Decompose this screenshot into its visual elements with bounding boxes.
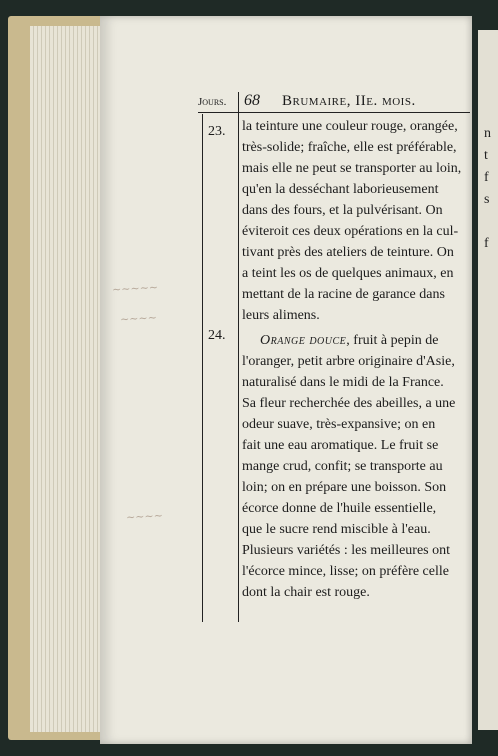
text-line: la teinture une couleur rouge, orangée, xyxy=(242,119,458,134)
text-line: mais elle ne peut se transporter au loin, xyxy=(242,161,462,176)
day-column-rule-right xyxy=(238,92,239,622)
text-line: odeur suave, très-expansive; on en xyxy=(242,417,436,432)
text-line: très-solide; fraîche, elle est préférable, xyxy=(242,140,457,155)
text-line: qu'en la desséchant laborieusement xyxy=(242,182,439,197)
text-line: mettant de la racine de garance dans xyxy=(242,287,445,302)
text-line: fait une eau aromatique. Le fruit se xyxy=(242,438,439,453)
bleed-through-mark: ~~~~~ xyxy=(111,280,159,297)
next-page-letter: n xyxy=(484,126,491,141)
text-line: dont la chair est rouge. xyxy=(242,585,370,600)
text-line: l'écorce mince, lisse; on préfère celle xyxy=(242,564,449,579)
text-line: dans des fours, et la pulvérisant. On xyxy=(242,203,443,218)
bleed-through-mark: ~~~~ xyxy=(119,311,158,326)
text-line: Plusieurs variétés : les meilleures ont xyxy=(242,543,451,558)
text-line: loin; on en prépare une boisson. Son xyxy=(242,480,447,495)
month-title: Brumaire, IIe. mois. xyxy=(282,93,416,109)
text-line: Orange douce, fruit à pepin de xyxy=(260,333,439,348)
entry-text xyxy=(242,116,472,326)
day-number: 24. xyxy=(208,328,226,343)
next-page-letter: f xyxy=(484,236,489,251)
text-line: mange crud, confit; se transporte au xyxy=(242,459,443,474)
text-line: que le sucre rend miscible à l'eau. xyxy=(242,522,431,537)
page-header xyxy=(198,92,478,112)
next-page-letter: f xyxy=(484,170,489,185)
text-line: tivant près des ateliers de teinture. On xyxy=(242,245,454,260)
next-page-edge xyxy=(478,30,498,730)
text-line: éviteroit ces deux opérations en la cul- xyxy=(242,224,459,239)
text-line: leurs alimens. xyxy=(242,308,320,323)
entry-text xyxy=(242,330,472,603)
text-line: écorce donne de l'huile essentielle, xyxy=(242,501,437,516)
page-number: 68 xyxy=(244,92,260,109)
text-line: a teint les os de quelques animaux, en xyxy=(242,266,454,281)
text-line: Sa fleur recherchée des abeilles, a une xyxy=(242,396,456,411)
next-page-letter: s xyxy=(484,192,490,207)
column-label-jours: Jours. xyxy=(198,96,227,108)
entry-headword: Orange douce xyxy=(260,333,347,348)
text-line: l'oranger, petit arbre originaire d'Asie, xyxy=(242,354,455,369)
day-column-rule-left xyxy=(202,114,203,622)
text-line: naturalisé dans le midi de la France. xyxy=(242,375,444,390)
bleed-through-mark: ~~~~ xyxy=(125,509,164,524)
next-page-letter: t xyxy=(484,148,488,163)
day-number: 23. xyxy=(208,124,226,139)
